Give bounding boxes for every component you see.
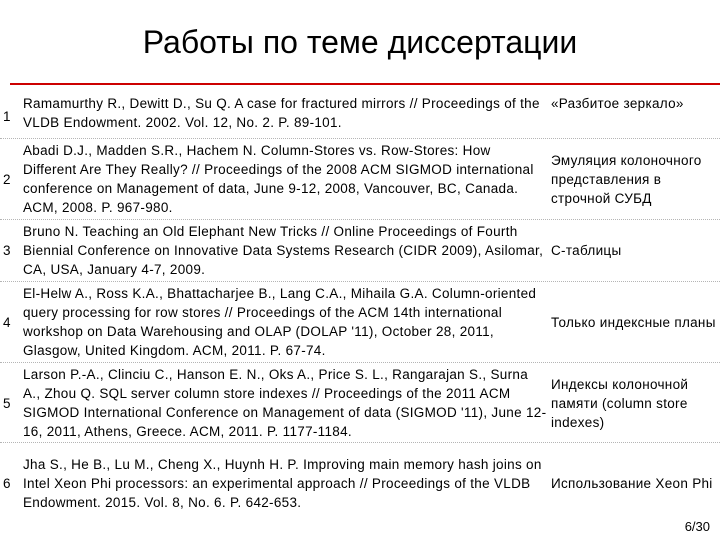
reference-note: Только индексные планы bbox=[551, 314, 716, 330]
reference-citation: Jha S., He B., Lu M., Cheng X., Huynh H. P. Improving main memory hash joins on Intel Xeon Phi processors: an experimental approach // Proceedings of the VLDB Endowment. 2015. Vol. 8, No. 6. P. 642-653. bbox=[23, 456, 542, 510]
reference-row bbox=[0, 283, 720, 361]
reference-row bbox=[0, 94, 720, 138]
reference-citation: Larson P.-A., Clinciu C., Hanson E. N., Oks A., Price S. L., Rangarajan S., Surna A., Zhou Q. SQL server column store indexes // Proceedings of the 2011 ACM SIGMOD International Conference on Management of data (SIGMOD '11), June 12-16, 2011, Athens, Greece. ACM, 2011. P. 1177‑1184. bbox=[23, 367, 547, 439]
reference-row bbox=[0, 364, 720, 442]
reference-note: C-таблицы bbox=[551, 243, 622, 258]
reference-row bbox=[0, 140, 720, 218]
reference-note: «Разбитое зеркало» bbox=[551, 96, 684, 111]
reference-note: Эмуляция колоночного представления в строчной СУБД bbox=[551, 152, 702, 206]
reference-number: 3 bbox=[3, 243, 11, 258]
reference-citation: Ramamurthy R., Dewitt D., Su Q. A case for fractured mirrors // Proceedings of the VLDB Endowment. 2002. Vol. 12, No. 2. P. 89-101. bbox=[23, 96, 540, 130]
title-underline bbox=[10, 83, 720, 85]
reference-citation: Abadi D.J., Madden S.R., Hachem N. Column-Stores vs. Row-Stores: How Different Are They Really? // Proceedings of the 2008 ACM SIGMOD international conference on Management of data, June 9-12, 2008, Vancouver, BC, Canada. ACM, 2008. P. 967-980. bbox=[23, 143, 534, 215]
reference-number: 2 bbox=[3, 171, 11, 187]
reference-number: 4 bbox=[3, 314, 11, 330]
reference-number: 5 bbox=[3, 395, 11, 411]
page-number: 6/30 bbox=[684, 519, 710, 534]
reference-number: 1 bbox=[3, 108, 11, 124]
slide-title: Работы по теме диссертации bbox=[142, 24, 578, 60]
reference-row bbox=[0, 221, 720, 280]
reference-number: 6 bbox=[3, 475, 11, 491]
reference-citation: El-Helw A., Ross K.A., Bhattacharjee B., Lang C.A., Mihaila G.A. Column-oriented query processing for row stores // Proceedings of the ACM 14th international workshop on Data Warehousing and OLAP (DOLAP '11), October 28, 2011, Glasgow, United Kingdom. ACM, 2011. P. 67-74. bbox=[23, 286, 537, 358]
reference-row bbox=[0, 444, 720, 522]
reference-note: Индексы колоночной памяти (column store indexes) bbox=[551, 376, 689, 430]
reference-note: Использование Xeon Phi bbox=[551, 475, 713, 491]
reference-citation: Bruno N. Teaching an Old Elephant New Tricks // Online Proceedings of Fourth Biennial Conference on Innovative Data Systems Research (CIDR 2009), Asilomar, CA, USA, January 4-7, 2009. bbox=[23, 224, 544, 277]
